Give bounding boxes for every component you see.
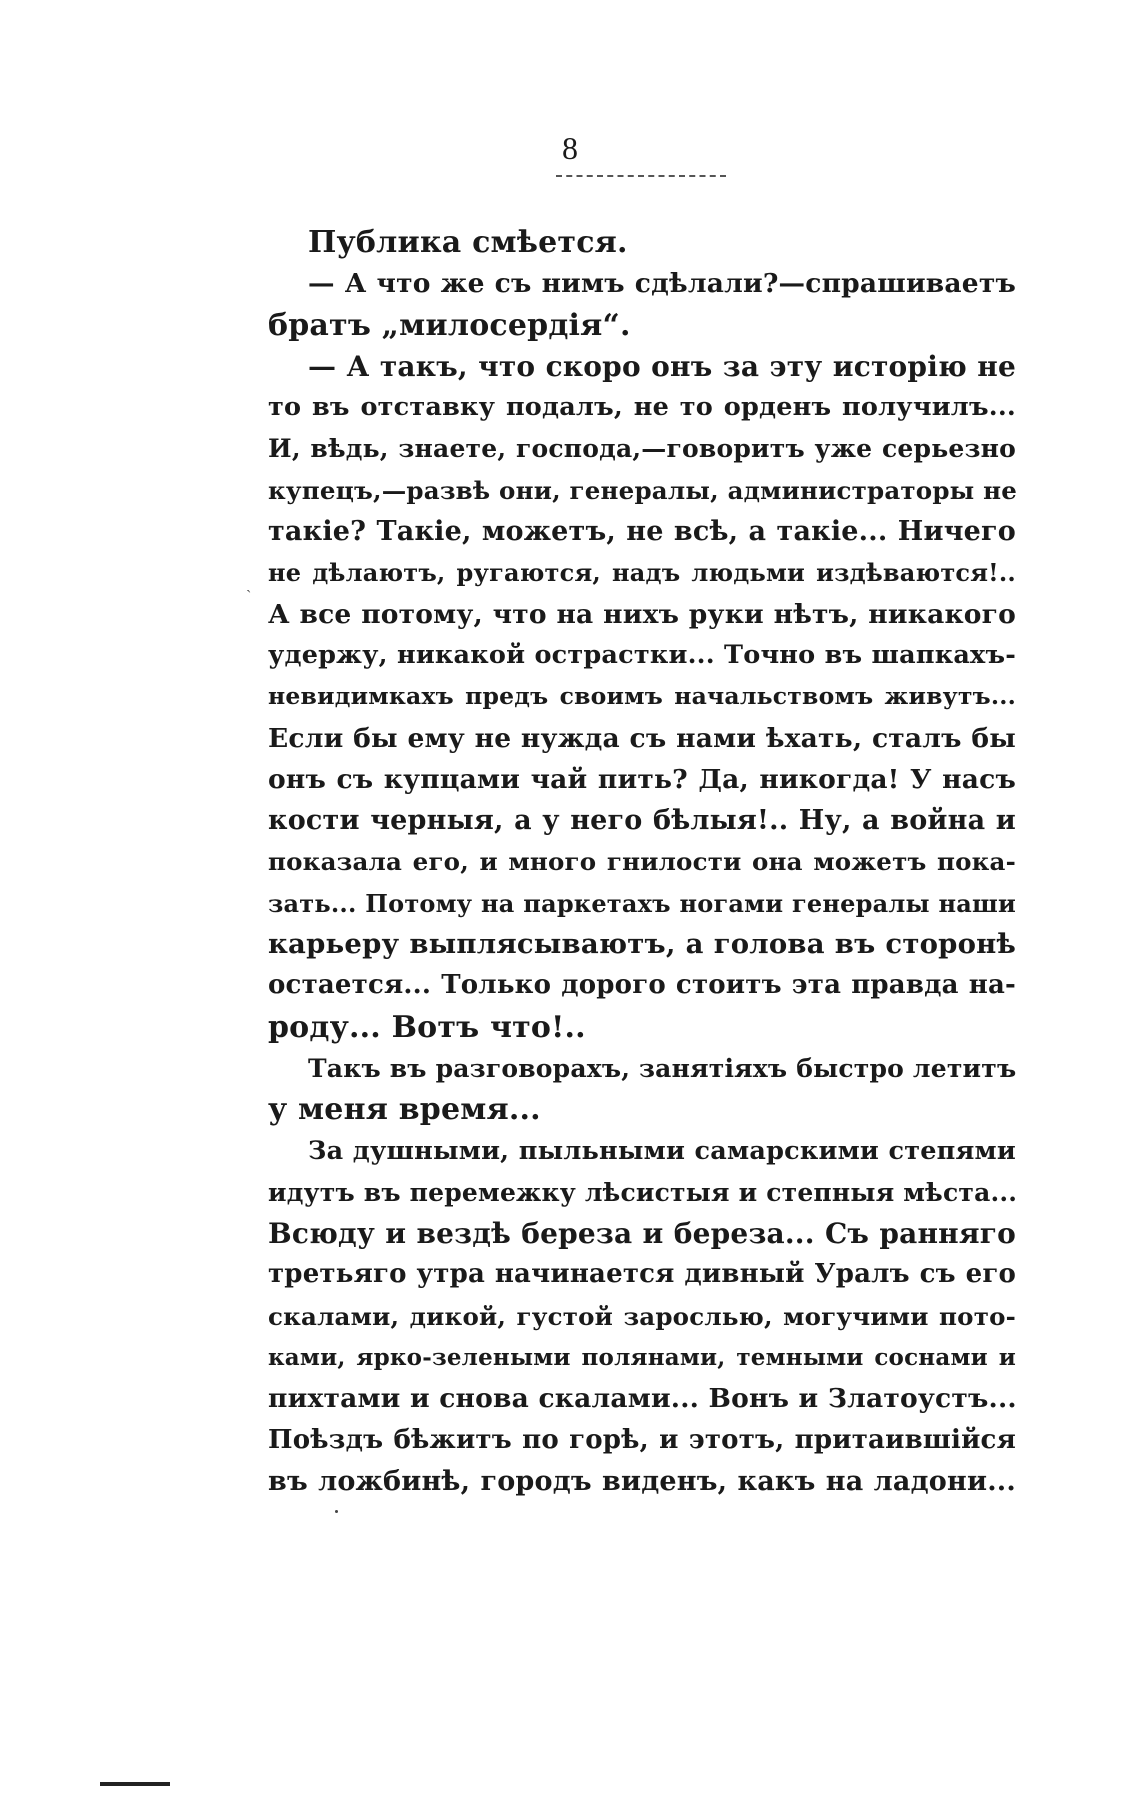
text-line: братъ „милосердія“. (268, 307, 631, 343)
text-line: роду... Вотъ что!.. (268, 1009, 586, 1045)
text-line: кости черныя, а у него бѣлыя!.. Ну, а война и (268, 805, 1016, 837)
text-line: остается... Только дорого стоитъ эта правда на- (268, 970, 1016, 1001)
text-line: — А такъ, что скоро онъ за эту исторію не (308, 349, 1016, 383)
text-line: въ ложбинѣ, городъ виденъ, какъ на ладони... (268, 1465, 1016, 1497)
text-line: скалами, дикой, густой зарослью, могучими пото- (268, 1301, 1016, 1331)
margin-mark: ˏ (246, 574, 252, 593)
text-line: такіе? Такіе, можетъ, не всѣ, а такіе... Ничего (268, 516, 1016, 548)
header-rule (556, 175, 726, 177)
text-line: у меня время... (268, 1092, 541, 1128)
text-line: Такъ въ разговорахъ, занятіяхъ быстро летитъ (308, 1053, 1017, 1083)
text-line: пихтами и снова скалами... Вонъ и Златоустъ... (268, 1383, 1017, 1415)
text-line: купецъ,—развѣ они, генералы, администраторы не (268, 475, 1018, 505)
text-line: ками, ярко-зелеными полянами, темными соснами и (268, 1344, 1016, 1372)
text-line: онъ съ купцами чай пить? Да, никогда! У насъ (268, 763, 1016, 795)
text-line: удержу, никакой острастки... Точно въ шапкахъ- (268, 639, 1016, 670)
text-line: невидимкахъ предъ своимъ начальствомъ живутъ... (268, 682, 1016, 711)
stray-dot (335, 1510, 338, 1513)
text-line: зать... Потому на паркетахъ ногами генералы наши (268, 888, 1016, 918)
text-line: Публика смѣется. (308, 225, 628, 260)
text-line: третьяго утра начинается дивный Уралъ съ его (268, 1259, 1016, 1290)
bottom-edge-mark (100, 1782, 170, 1786)
text-line: не дѣлаютъ, ругаются, надъ людьми издѣваются!.. (268, 558, 1016, 588)
text-line: карьеру выплясываютъ, а голова въ сторонѣ (268, 928, 1016, 961)
text-line: Всюду и вездѣ береза и береза... Съ ранняго (268, 1217, 1016, 1251)
text-line: — А что же съ нимъ сдѣлали?—спрашиваетъ (308, 268, 1016, 300)
text-line: Поѣздъ бѣжитъ по горѣ, и этотъ, притаившійся (268, 1424, 1016, 1455)
body-text (268, 222, 1016, 1502)
text-line: И, вѣдь, знаете, господа,—говоритъ уже серьезно (268, 434, 1016, 464)
text-line: то въ отставку подалъ, не то орденъ получилъ... (268, 392, 1016, 423)
text-line: Если бы ему не нужда съ нами ѣхать, сталъ бы (268, 722, 1016, 754)
text-line: показала его, и много гнилости она можетъ пока- (268, 847, 1016, 877)
text-line: За душными, пыльными самарскими степями (308, 1135, 1016, 1166)
text-line: А все потому, что на нихъ руки нѣтъ, никакого (268, 598, 1016, 630)
text-line: идутъ въ перемежку лѣсистыя и степныя мѣста... (268, 1177, 1018, 1207)
page-number: 8 (562, 130, 578, 166)
